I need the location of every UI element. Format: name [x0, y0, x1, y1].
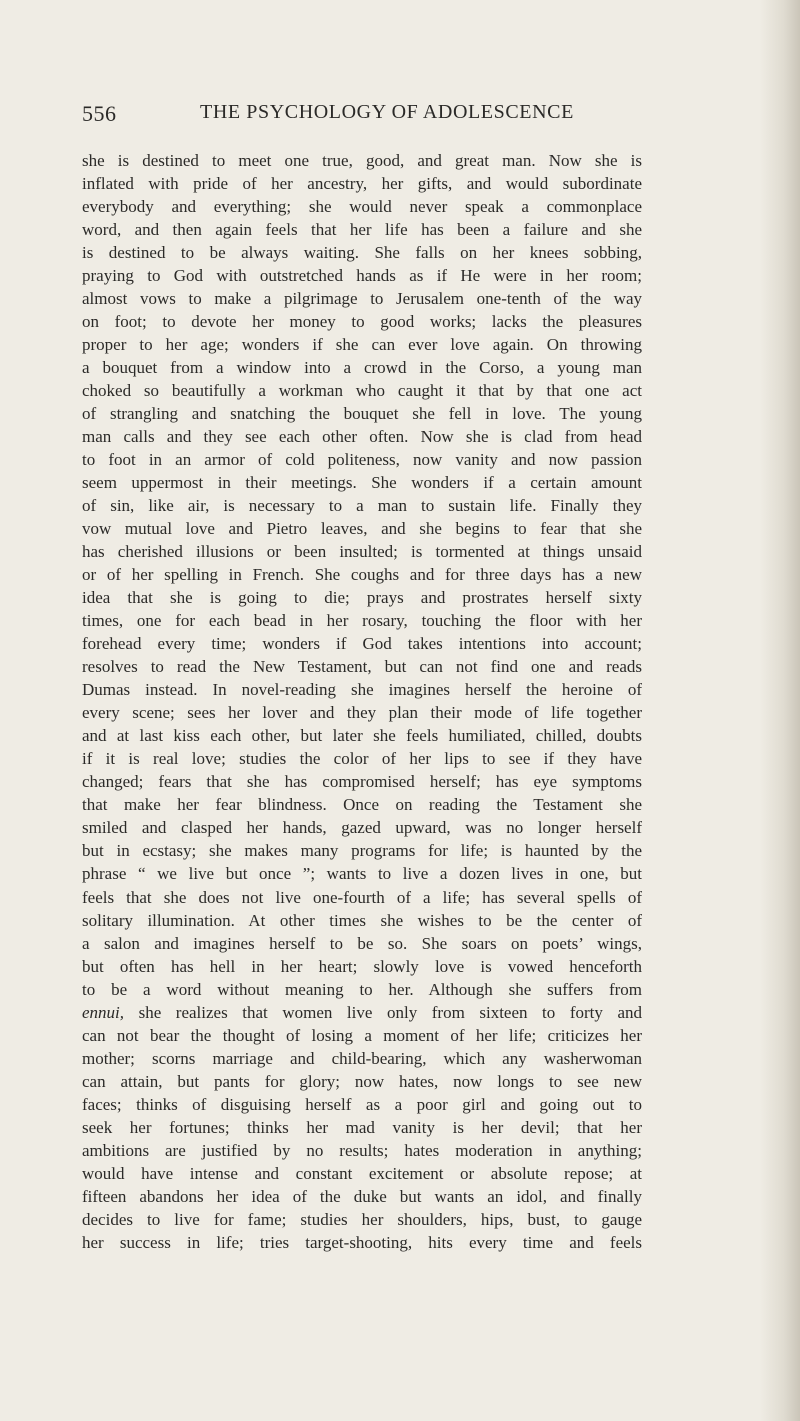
text-line: almost vows to make a pilgrimage to Jerusalem one-tenth of the way: [82, 289, 642, 309]
text-line: to foot in an armor of cold politeness, now vanity and now passion: [82, 450, 642, 470]
text-line: smiled and clasped her hands, gazed upward, was no longer herself: [82, 818, 642, 838]
text-line: choked so beautifully a workman who caught it that by that one act: [82, 381, 642, 401]
text-line: that make her fear blindness. Once on reading the Testament she: [82, 795, 642, 815]
text-line: can attain, but pants for glory; now hates, now longs to see new: [82, 1071, 642, 1091]
text-line: idea that she is going to die; prays and prostrates herself sixty: [82, 588, 642, 608]
text-line: but often has hell in her heart; slowly love is vowed henceforth: [82, 956, 642, 976]
text-line: feels that she does not live one-fourth of a life; has several spells of: [82, 887, 642, 907]
text-line: times, one for each bead in her rosary, touching the floor with her: [82, 611, 642, 631]
text-line: word, and then again feels that her life has been a failure and she: [82, 220, 642, 240]
text-line: her success in life; tries target-shooting, hits every time and feels: [82, 1232, 642, 1252]
text-line: a salon and imagines herself to be so. She soars on poets’ wings,: [82, 933, 642, 953]
running-title: THE PSYCHOLOGY OF ADOLESCENCE: [200, 101, 574, 123]
text-line: proper to her age; wonders if she can ever love again. On throwing: [82, 335, 642, 355]
text-line: would have intense and constant excitement or absolute repose; at: [82, 1163, 642, 1183]
text-line-rest: she realizes that women live only from sixteen to forty and: [124, 1002, 642, 1022]
text-line: every scene; sees her lover and they plan their mode of life together: [82, 703, 642, 723]
text-line: a bouquet from a window into a crowd in the Corso, a young man: [82, 358, 642, 378]
text-line: solitary illumination. At other times she wishes to be the center of: [82, 910, 642, 930]
page-number: 556: [82, 101, 117, 126]
text-line: of sin, like air, is necessary to a man to sustain life. Finally they: [82, 496, 642, 516]
text-line: everybody and everything; she would never speak a commonplace: [82, 197, 642, 217]
page-header: [82, 101, 642, 131]
text-line: seem uppermost in their meetings. She wonders if a certain amount: [82, 473, 642, 493]
text-line: ambitions are justified by no results; hates moderation in anything;: [82, 1140, 642, 1160]
text-line: faces; thinks of disguising herself as a poor girl and going out to: [82, 1094, 642, 1114]
italic-word-ennui: ennui,: [82, 1002, 125, 1022]
text-line: is destined to be always waiting. She falls on her knees sobbing,: [82, 243, 642, 263]
text-line: forehead every time; wonders if God takes intentions into account;: [82, 634, 642, 654]
text-line: praying to God with outstretched hands as if He were in her room;: [82, 266, 642, 286]
text-line: mother; scorns marriage and child-bearing, which any washerwoman: [82, 1048, 642, 1068]
text-line: she is destined to meet one true, good, and great man. Now she is: [82, 151, 642, 170]
text-line: to be a word without meaning to her. Although she suffers from: [82, 979, 642, 999]
text-line: but in ecstasy; she makes many programs for life; is haunted by the: [82, 841, 642, 861]
text-line: resolves to read the New Testament, but can not find one and reads: [82, 657, 642, 677]
page-edge-shadow: [760, 0, 800, 1421]
text-line: can not bear the thought of losing a moment of her life; criticizes her: [82, 1025, 642, 1045]
text-line: decides to live for fame; studies her shoulders, hips, bust, to gauge: [82, 1209, 642, 1229]
text-line: of strangling and snatching the bouquet she fell in love. The young: [82, 404, 642, 424]
text-line: phrase “ we live but once ”; wants to live a dozen lives in one, but: [82, 864, 642, 884]
text-line: if it is real love; studies the color of her lips to see if they have: [82, 749, 642, 769]
text-line: Dumas instead. In novel-reading she imagines herself the heroine of: [82, 680, 642, 700]
text-line-ennui: [82, 1001, 642, 1024]
text-line: on foot; to devote her money to good works; lacks the pleasures: [82, 312, 642, 332]
text-line: has cherished illusions or been insulted; is tormented at things unsaid: [82, 542, 642, 562]
text-line: changed; fears that she has compromised herself; has eye symptoms: [82, 772, 642, 792]
body-text: [82, 149, 642, 1254]
text-line: vow mutual love and Pietro leaves, and she begins to fear that she: [82, 519, 642, 539]
text-line: inflated with pride of her ancestry, her gifts, and would subordinate: [82, 174, 642, 194]
text-line: man calls and they see each other often. Now she is clad from head: [82, 427, 642, 447]
text-line: or of her spelling in French. She coughs and for three days has a new: [82, 565, 642, 585]
text-line: fifteen abandons her idea of the duke but wants an idol, and finally: [82, 1186, 642, 1206]
text-line: and at last kiss each other, but later she feels humiliated, chilled, doubts: [82, 726, 642, 746]
text-line: seek her fortunes; thinks her mad vanity is her devil; that her: [82, 1117, 642, 1137]
